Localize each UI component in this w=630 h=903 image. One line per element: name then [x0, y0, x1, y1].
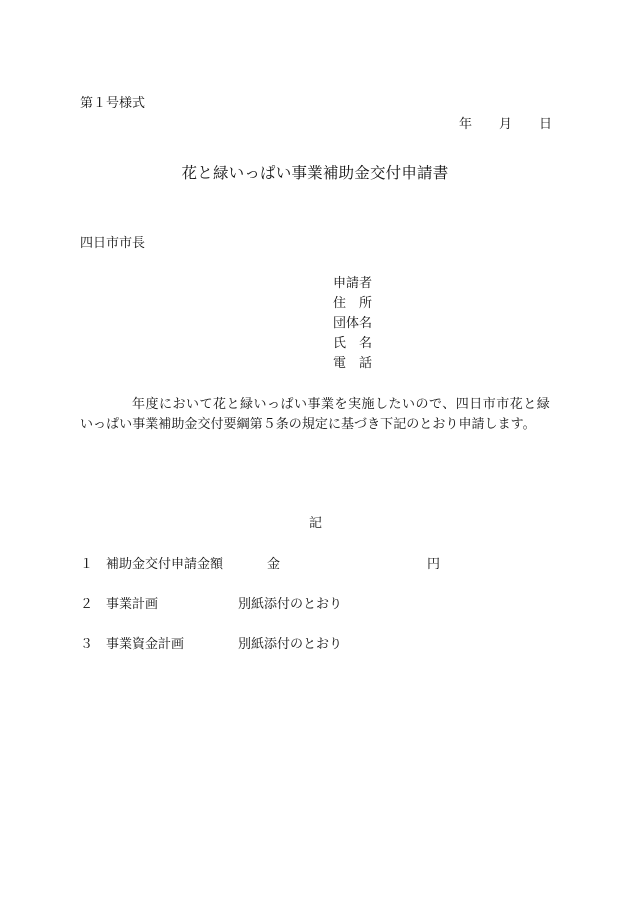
item-1-number: １	[80, 557, 94, 572]
applicant-organization-label: 団体名	[333, 316, 373, 331]
date-year: 年	[459, 117, 473, 132]
item-1-prefix: 金	[267, 557, 281, 572]
item-2-number: ２	[80, 597, 94, 612]
applicant-phone-label: 電 話	[333, 356, 373, 371]
date-month: 月	[499, 117, 513, 132]
applicant-name-label: 氏 名	[333, 336, 373, 351]
date-day: 日	[539, 117, 553, 132]
body-line-2: いっぱい事業補助金交付要綱第５条の規定に基づき下記のとおり申請します。	[80, 417, 536, 432]
item-1-suffix: 円	[427, 557, 441, 572]
document-title: 花と緑いっぱい事業補助金交付申請書	[181, 164, 449, 182]
applicant-address-label: 住 所	[333, 296, 373, 311]
applicant-heading: 申請者	[333, 276, 373, 291]
item-2-value: 別紙添付のとおり	[238, 597, 343, 612]
form-number: 第１号様式	[80, 96, 146, 111]
addressee: 四日市市長	[80, 236, 146, 251]
item-1-label: 補助金交付申請金額	[106, 557, 224, 572]
ki-heading: 記	[309, 516, 323, 531]
body-line-1: 年度において花と緑いっぱい事業を実施したいので、四日市市花と緑	[132, 397, 551, 412]
item-3-number: ３	[80, 637, 94, 652]
item-3-label: 事業資金計画	[106, 637, 185, 652]
item-2-label: 事業計画	[106, 597, 159, 612]
item-3-value: 別紙添付のとおり	[238, 637, 343, 652]
